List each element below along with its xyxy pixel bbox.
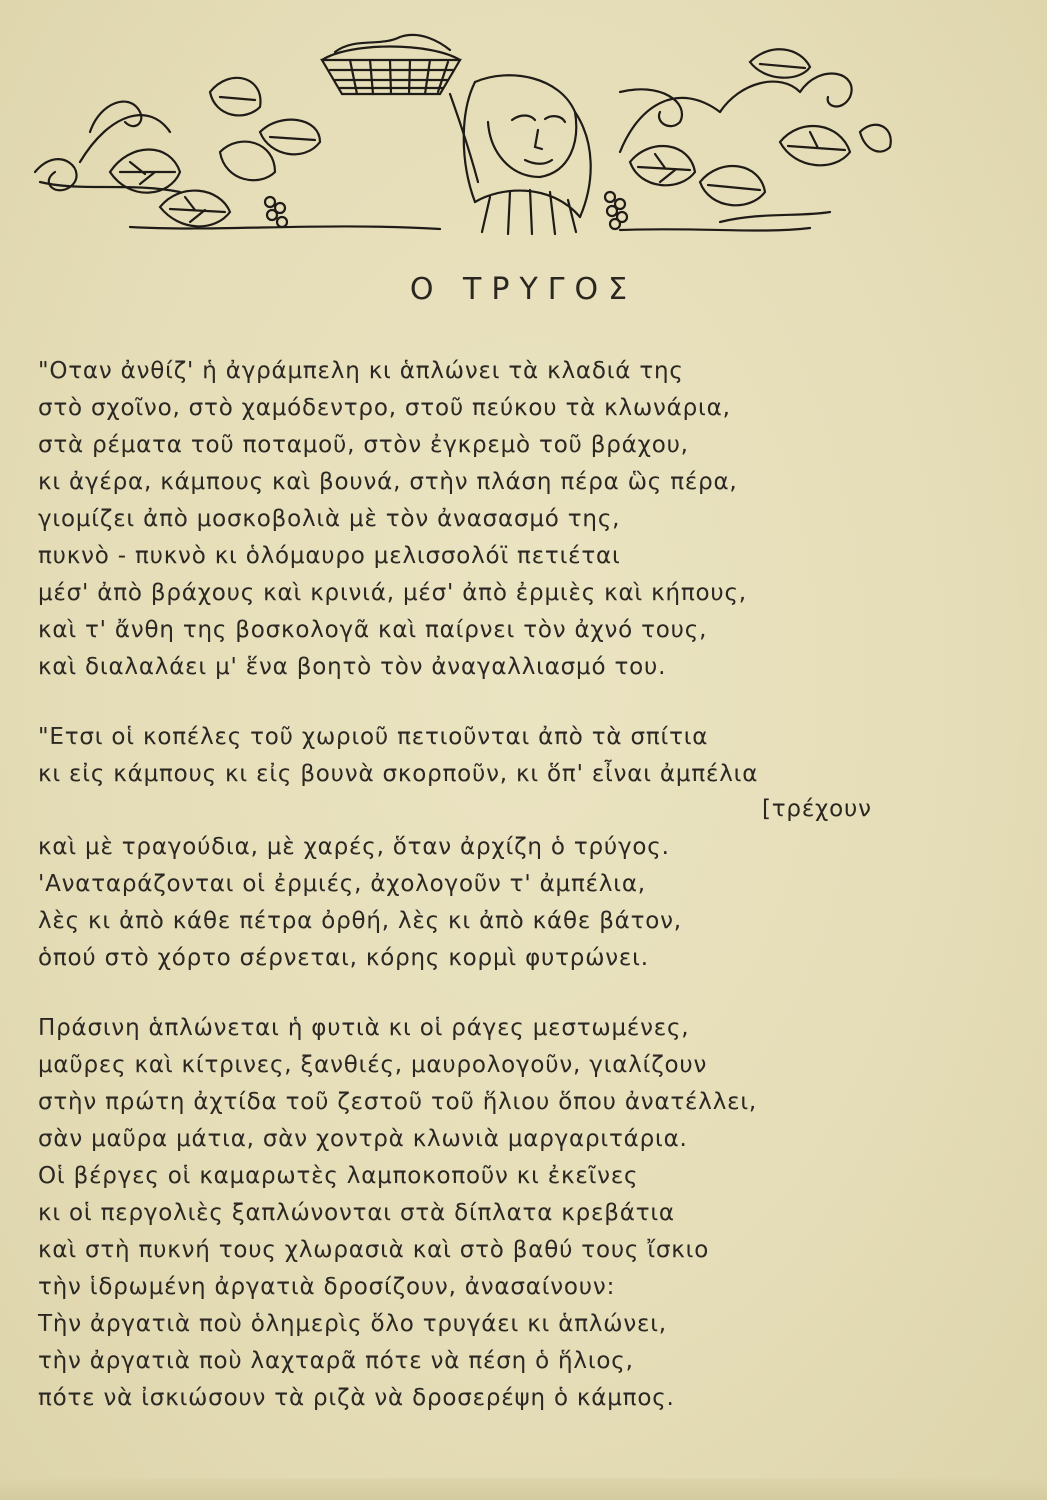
stanza-3-line-8: τὴν ἱδρωμένη ἀργατιὰ δροσίζουν, ἀνασαίνουν: <box>38 1274 616 1300</box>
stanza-2-line-4: 'Αναταράζονται οἱ ἐρμιές, ἀχολογοῦν τ' ἀμπέλια, <box>38 871 646 897</box>
stanza-3-line-3: στὴν πρώτη ἀχτίδα τοῦ ζεστοῦ τοῦ ἥλιου ὅπου ἀνατέλλει, <box>38 1089 758 1115</box>
stanza-3-line-11: πότε νὰ ἰσκιώσουν τὰ ριζὰ νὰ δροσερέψη ὁ κάμπος. <box>38 1385 675 1411</box>
stanza-1-line-4: κι ἀγέρα, κάμπους καὶ βουνά, στὴν πλάση πέρα ὣς πέρα, <box>38 469 738 495</box>
stanza-3-line-5: Οἱ βέργες οἱ καμαρωτὲς λαμποκοποῦν κι ἐκεῖνες <box>38 1163 639 1189</box>
stanza-2-line-3: καὶ μὲ τραγούδια, μὲ χαρές, ὅταν ἀρχίζη ὁ τρύγος. <box>38 834 670 860</box>
stanza-1-line-1: "Οταν ἀνθίζ' ἡ ἀγράμπελη κι ἁπλώνει τὰ κλαδιά της <box>38 358 684 384</box>
stanza-1-line-9: καὶ διαλαλάει μ' ἕνα βοητὸ τὸν ἀναγαλλιασμό του. <box>38 654 667 680</box>
stanza-1-line-7: μέσ' ἀπὸ βράχους καὶ κρινιά, μέσ' ἀπὸ ἐρμιὲς καὶ κήπους, <box>38 580 747 606</box>
stanza-3-line-4: σὰν μαῦρα μάτια, σὰν χοντρὰ κλωνιὰ μαργαριτάρια. <box>38 1126 688 1152</box>
stanza-1-line-2: στὸ σχοῖνο, στὸ χαμόδεντρο, στοῦ πεύκου τὰ κλωνάρια, <box>38 395 731 421</box>
stanza-2-line-2: κι εἰς κάμπους κι εἰς βουνὰ σκορποῦν, κι ὅπ' εἶναι ἀμπέλια <box>38 761 759 787</box>
stanza-3-line-1: Πράσινη ἁπλώνεται ἡ φυτιὰ κι οἱ ράγες μεστωμένες, <box>38 1015 690 1041</box>
stanza-1-line-8: καὶ τ' ἄνθη της βοσκολογᾶ καὶ παίρνει τὸν ἀχνό τους, <box>38 617 708 643</box>
stanza-2-line-2-overflow: [τρέχουν <box>762 796 872 822</box>
stanza-2-line-6: ὁπού στὸ χόρτο σέρνεται, κόρης κορμὶ φυτρώνει. <box>38 945 649 971</box>
stanza-1-line-3: στὰ ρέματα τοῦ ποταμοῦ, στὸν ἐγκρεμὸ τοῦ βράχου, <box>38 432 689 458</box>
stanza-1-line-5: γιομίζει ἀπὸ μοσκοβολιὰ μὲ τὸν ἀνασασμό της, <box>38 506 621 532</box>
page-bottom-edge <box>0 1478 1047 1500</box>
stanza-3-line-7: καὶ στὴ πυκνή τους χλωρασιὰ καὶ στὸ βαθύ τους ἴσκιο <box>38 1237 710 1263</box>
stanza-1-line-6: πυκνὸ - πυκνὸ κι ὁλόμαυρο μελισσολόϊ πετιέται <box>38 543 621 569</box>
stanza-3-line-9: Τὴν ἀργατιὰ ποὺ ὁλημερὶς ὅλο τρυγάει κι ἁπλώνει, <box>38 1311 667 1337</box>
stanza-2-line-1: "Ετσι οἱ κοπέλες τοῦ χωριοῦ πετιοῦνται ἀπὸ τὰ σπίτια <box>38 724 709 750</box>
stanza-3-line-10: τὴν ἀργατιὰ ποὺ λαχταρᾶ πότε νὰ πέση ὁ ἥλιος, <box>38 1348 634 1374</box>
stanza-2-line-5: λὲς κι ἀπὸ κάθε πέτρα ὀρθή, λὲς κι ἀπὸ κάθε βάτον, <box>38 908 682 934</box>
stanza-3-line-6: κι οἱ περγολιὲς ξαπλώνονται στὰ δίπλατα κρεβάτια <box>38 1200 675 1226</box>
stanza-3-line-2: μαῦρες καὶ κίτρινες, ξανθιές, μαυρολογοῦν, γιαλίζουν <box>38 1052 708 1078</box>
poem-title: Ο ΤΡΥΓΟΣ <box>409 272 638 307</box>
harvest-illustration <box>20 22 900 237</box>
